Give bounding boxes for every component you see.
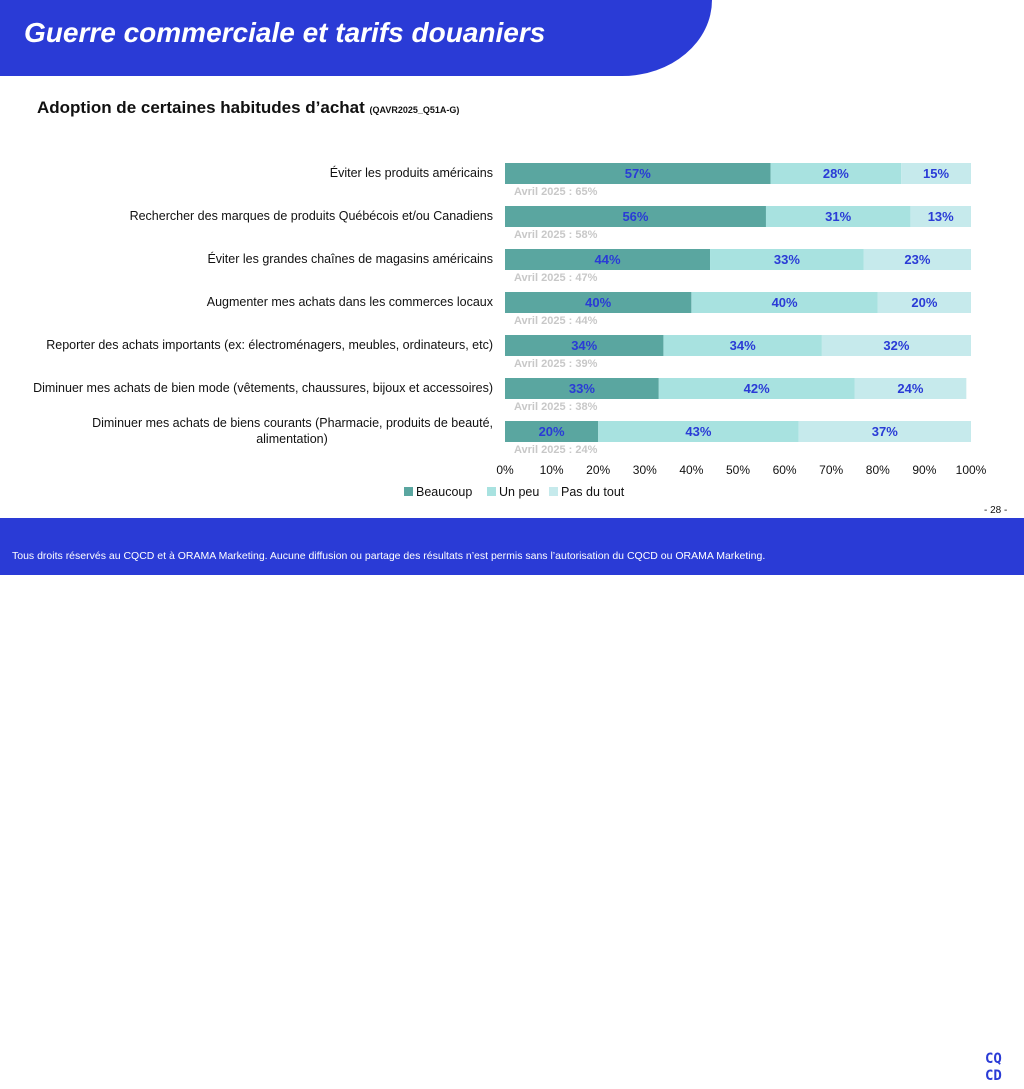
data-label: 31%	[825, 209, 852, 224]
data-label: 24%	[897, 381, 924, 396]
x-tick-label: 90%	[912, 463, 937, 477]
question-code: (QAVR2025_Q51A-G)	[369, 105, 460, 115]
data-label: 28%	[822, 166, 849, 181]
data-label: 13%	[927, 209, 954, 224]
page-number: - 28 -	[984, 505, 1008, 516]
data-label: 44%	[594, 252, 621, 267]
april-2025-note: Avril 2025 : 65%	[514, 186, 598, 198]
category-label: alimentation)	[256, 432, 328, 446]
logo-line-2: CD	[985, 1068, 1002, 1084]
data-label: 40%	[771, 295, 798, 310]
category-label: Reporter des achats importants (ex: électroménagers, meubles, ordinateurs, etc)	[46, 338, 493, 352]
legend-label: Un peu	[499, 485, 540, 499]
data-label: 32%	[883, 338, 910, 353]
x-tick-label: 70%	[819, 463, 844, 477]
april-2025-note: Avril 2025 : 44%	[514, 315, 598, 327]
copyright-text: Tous droits réservés au CQCD et à ORAMA Marketing. Aucune diffusion ou partage des résultats n’est permis sans l’autorisation du CQCD ou ORAMA Marketing.	[12, 550, 766, 562]
category-label: Éviter les produits américains	[329, 166, 493, 180]
legend-swatch	[549, 487, 558, 496]
legend-label: Pas du tout	[561, 485, 625, 499]
category-label: Éviter les grandes chaînes de magasins américains	[207, 252, 493, 266]
chart-subtitle-main: Adoption de certaines habitudes d’achat	[37, 98, 365, 117]
x-tick-label: 10%	[539, 463, 564, 477]
april-2025-note: Avril 2025 : 47%	[514, 272, 598, 284]
data-label: 23%	[904, 252, 931, 267]
x-tick-label: 60%	[772, 463, 797, 477]
x-tick-label: 40%	[679, 463, 704, 477]
data-label: 33%	[568, 381, 595, 396]
category-label: Diminuer mes achats de bien mode (vêtements, chaussures, bijoux et accessoires)	[33, 381, 493, 395]
legend-swatch	[487, 487, 496, 496]
april-2025-note: Avril 2025 : 38%	[514, 401, 598, 413]
data-label: 40%	[585, 295, 612, 310]
stacked-bar-chart	[0, 0, 1024, 518]
x-tick-label: 30%	[632, 463, 657, 477]
logo-line-1: CQ	[985, 1051, 1002, 1067]
data-label: 57%	[624, 166, 651, 181]
data-label: 15%	[923, 166, 950, 181]
legend-swatch	[404, 487, 413, 496]
page-title: Guerre commerciale et tarifs douaniers	[24, 17, 546, 48]
category-label: Diminuer mes achats de biens courants (Pharmacie, produits de beauté,	[92, 416, 493, 430]
april-2025-note: Avril 2025 : 24%	[514, 444, 598, 456]
data-label: 42%	[743, 381, 770, 396]
april-2025-note: Avril 2025 : 39%	[514, 358, 598, 370]
category-label: Augmenter mes achats dans les commerces locaux	[206, 295, 493, 309]
data-label: 33%	[773, 252, 800, 267]
legend-label: Beaucoup	[416, 485, 473, 499]
data-label: 20%	[538, 424, 565, 439]
x-tick-label: 0%	[496, 463, 514, 477]
data-label: 34%	[571, 338, 598, 353]
x-tick-label: 100%	[955, 463, 987, 477]
data-label: 20%	[911, 295, 938, 310]
footer-band	[0, 518, 1024, 1084]
data-label: 56%	[622, 209, 649, 224]
data-label: 34%	[729, 338, 756, 353]
cqcd-logo	[979, 1047, 1019, 1089]
x-tick-label: 80%	[865, 463, 890, 477]
data-label: 43%	[685, 424, 712, 439]
category-label: Rechercher des marques de produits Québécois et/ou Canadiens	[129, 209, 493, 223]
x-tick-label: 50%	[725, 463, 751, 477]
april-2025-note: Avril 2025 : 58%	[514, 229, 598, 241]
data-label: 37%	[871, 424, 898, 439]
x-tick-label: 20%	[586, 463, 611, 477]
